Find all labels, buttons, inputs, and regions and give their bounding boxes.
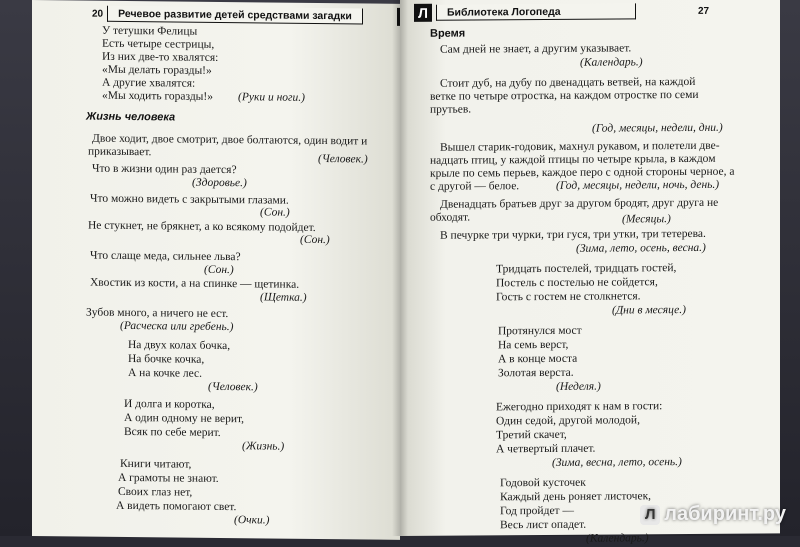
left-text-line-7: Двое ходит, двое смотрит, двое болтаются, один водит и xyxy=(92,132,368,148)
right-logo-icon: Л xyxy=(414,4,432,22)
left-page xyxy=(32,0,400,540)
right-text-answer-5: (Год, месяцы, недели, дни.) xyxy=(592,121,723,135)
right-text-answer-29: (Зима, весна, лето, осень.) xyxy=(552,456,682,469)
right-page xyxy=(400,0,780,545)
right-text-line-23: Золотая верста. xyxy=(498,366,574,380)
right-text-answer-10: (Год, месяцы, недели, ночь, день.) xyxy=(556,178,720,192)
right-text-answer-15: (Зима, лето, осень, весна.) xyxy=(576,241,706,255)
book-gutter-shadow xyxy=(392,0,408,536)
right-text-line-9: с другой — белое. xyxy=(430,180,520,193)
right-text-line-17: Постель с постелью не сойдется, xyxy=(496,276,658,290)
left-header-title: Речевое развитие детей средствами загадки xyxy=(107,6,363,25)
right-text-line-7: надцать птиц, у каждой птицы по четыре крыла, в каждом xyxy=(430,152,716,167)
left-text-answer-15: (Сон.) xyxy=(300,233,330,247)
left-text-line-33: А видеть помогают свет. xyxy=(116,499,237,514)
right-text-line-32: Год пройдет — xyxy=(500,504,574,518)
right-text-line-20: Протянулся мост xyxy=(498,324,582,338)
left-page-header xyxy=(88,5,415,26)
section-heading-zhizn: Жизнь человека xyxy=(86,110,176,124)
right-header-title: Библиотека Логопеда xyxy=(436,3,636,20)
right-text-line-21: На семь верст, xyxy=(498,338,569,352)
left-page-number: 20 xyxy=(92,8,104,20)
left-text-answer-25: (Человек.) xyxy=(208,380,258,394)
left-text-line-20: Зубов много, а ничего не ест. xyxy=(86,306,229,321)
watermark-logo-icon: Л xyxy=(640,505,660,525)
left-text-line-30: Книги читают, xyxy=(120,457,192,471)
left-text-line-2: Из них две-то хвалятся: xyxy=(102,50,219,64)
right-text-line-33: Весь лист опадет. xyxy=(500,518,587,532)
right-text-answer-1: (Календарь.) xyxy=(580,56,643,69)
left-text-line-12: Что можно видеть с закрытыми глазами. xyxy=(90,192,289,207)
right-text-answer-34: (Календарь.) xyxy=(586,532,649,545)
left-text-answer-17: (Сон.) xyxy=(204,263,234,277)
left-text-line-26: И долга и коротка, xyxy=(124,397,215,411)
right-text-line-12: обходят. xyxy=(430,211,471,224)
left-text-line-32: Своих глаз нет, xyxy=(118,485,193,499)
left-text-line-1: Есть четыре сестрицы, xyxy=(102,37,215,51)
right-text-line-0: Сам дней не знает, а другим указывает. xyxy=(440,42,632,56)
left-text-line-5: «Мы ходить горазды!» xyxy=(102,89,213,103)
right-text-line-11: Двенадцать братьев друг за другом бродят, друг друга не xyxy=(440,196,719,211)
left-text-line-14: Не стукнет, не брякнет, а ко всякому подойдет. xyxy=(88,219,316,234)
section-heading-vremya: Время xyxy=(430,27,466,40)
left-text-line-4: А другие хвалятся: xyxy=(102,76,196,90)
right-text-line-31: Каждый день роняет листочек, xyxy=(500,490,652,504)
left-text-line-27: А один одному не верит, xyxy=(124,411,245,426)
left-text-line-18: Хвостик из кости, а на спинке — щетинка. xyxy=(90,276,300,291)
right-text-answer-24: (Неделя.) xyxy=(556,380,601,393)
right-text-line-30: Годовой кусточек xyxy=(500,476,586,490)
left-text-answer-21: (Расческа или гребень.) xyxy=(120,319,234,334)
left-text-line-8: приказывает. xyxy=(88,145,152,159)
right-text-line-8: крыле по семь перьев, каждое перо с одной стороны черное, а xyxy=(430,165,735,180)
left-text-line-31: А грамоты не знают. xyxy=(118,471,219,485)
left-text-line-24: А на кочке лес. xyxy=(128,367,202,380)
right-page-header xyxy=(414,2,713,22)
left-text-line-22: На двух колах бочка, xyxy=(128,339,231,353)
left-text-line-3: «Мы делать горазды!» xyxy=(102,63,212,77)
left-text-line-23: На бочке кочка, xyxy=(128,353,205,366)
left-text-line-0: У тетушки Фелицы xyxy=(102,24,198,38)
right-text-line-28: А четвертый плачет. xyxy=(496,442,596,456)
left-text-line-16: Что слаще меда, сильнее льва? xyxy=(90,249,241,264)
left-text-answer-6: (Руки и ноги.) xyxy=(238,91,305,104)
left-text-answer-29: (Жизнь.) xyxy=(242,440,285,453)
right-text-answer-19: (Дни в месяце.) xyxy=(612,304,686,317)
right-page-number: 27 xyxy=(698,5,710,17)
right-text-answer-13: (Месяцы.) xyxy=(622,213,671,226)
right-text-line-26: Один седой, другой молодой, xyxy=(496,414,640,428)
watermark xyxy=(640,503,786,526)
right-text-line-3: ветке по четыре отростка, на каждом отростке по семи xyxy=(430,88,699,103)
right-text-line-16: Тридцать постелей, тридцать гостей, xyxy=(496,262,677,276)
left-text-line-10: Что в жизни один раз дается? xyxy=(92,162,237,177)
right-text-line-27: Третий скачет, xyxy=(496,428,567,442)
right-text-line-14: В печурке три чурки, три гуся, три утки, три тетерева. xyxy=(440,227,706,242)
right-text-line-4: прутьев. xyxy=(430,103,472,116)
right-text-line-6: Вышел старик-годовик, махнул рукавом, и полетели две- xyxy=(440,139,720,154)
left-text-answer-11: (Здоровье.) xyxy=(192,176,247,190)
left-text-answer-9: (Человек.) xyxy=(318,152,368,166)
right-text-line-2: Стоит дуб, на дубу по двенадцать ветвей, на каждой xyxy=(440,75,696,90)
right-text-line-18: Гость с гостем не столкнется. xyxy=(496,290,641,304)
left-text-answer-34: (Очки.) xyxy=(234,514,270,527)
right-text-line-22: А в конце моста xyxy=(498,352,578,366)
left-text-answer-13: (Сон.) xyxy=(260,206,290,219)
left-text-answer-19: (Щетка.) xyxy=(260,291,307,304)
left-text-line-28: Всяк по себе мерит. xyxy=(124,425,221,439)
right-text-line-25: Ежегодно приходят к нам в гости: xyxy=(496,400,663,414)
watermark-brand: лабиринт.ру xyxy=(664,503,786,525)
